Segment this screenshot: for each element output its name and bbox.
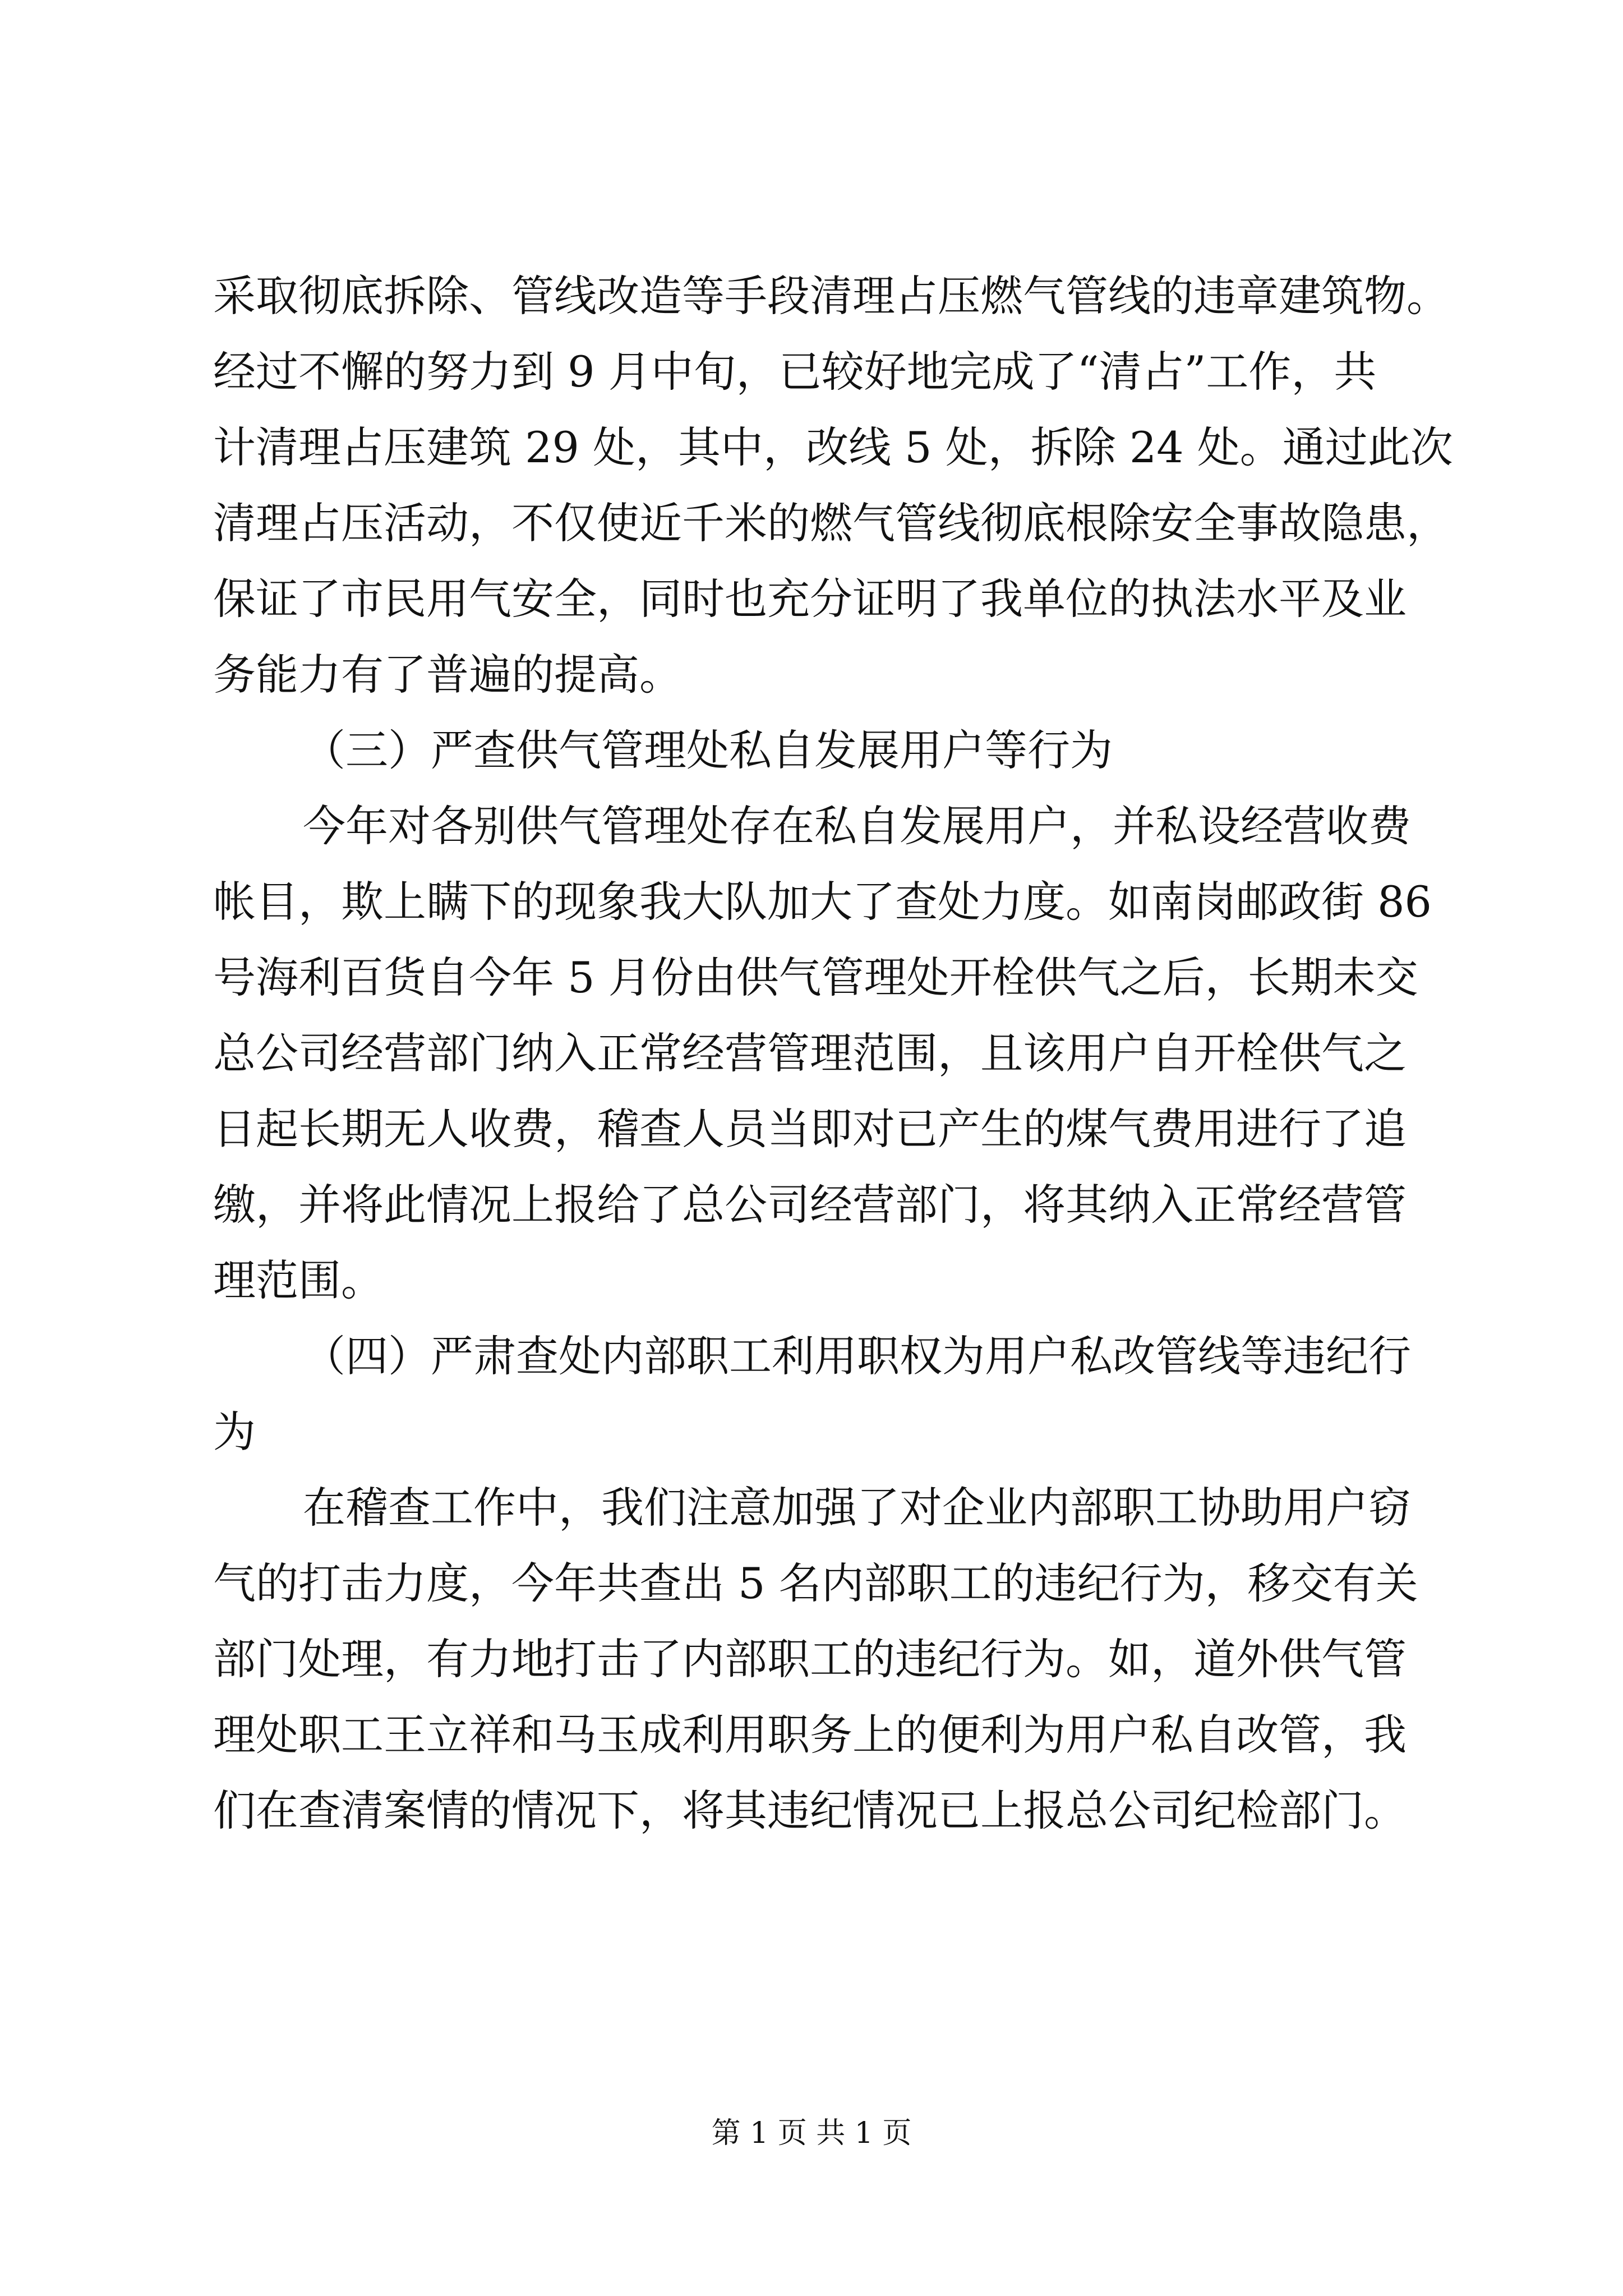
text-line: 经过不懈的努力到 9 月中旬，已较好地完成了“清占”工作，共 xyxy=(213,347,1377,397)
text-line: 部门处理，有力地打击了内部职工的违纪行为。如，道外供气管 xyxy=(213,1634,1407,1684)
text-line: 日起长期无人收费，稽查人员当即对已产生的煤气费用进行了追 xyxy=(213,1104,1407,1154)
text-line: 计清理占压建筑 29 处，其中，改线 5 处，拆除 24 处。通过此次 xyxy=(213,422,1453,472)
text-line: 总公司经营部门纳入正常经营管理范围，且该用户自开栓供气之 xyxy=(213,1028,1407,1078)
text-line: 在稽查工作中，我们注意加强了对企业内部职工协助用户窃 xyxy=(303,1483,1411,1533)
text-line: 气的打击力度，今年共查出 5 名内部职工的违纪行为，移交有关 xyxy=(213,1558,1418,1608)
text-line: 保证了市民用气安全，同时也充分证明了我单位的执法水平及业 xyxy=(213,574,1407,624)
text-line: 理处职工王立祥和马玉成利用职务上的便利为用户私自改管，我 xyxy=(213,1710,1407,1760)
text-line: 理范围。 xyxy=(213,1255,384,1305)
text-line: 们在查清案情的情况下，将其违纪情况已上报总公司纪检部门。 xyxy=(213,1786,1407,1835)
text-line: 号海利百货自今年 5 月份由供气管理处开栓供气之后，长期未交 xyxy=(213,953,1418,1002)
section-heading-continuation: 为 xyxy=(213,1407,256,1457)
text-line: 务能力有了普遍的提高。 xyxy=(213,650,682,700)
text-line: 帐目，欺上瞒下的现象我大队加大了查处力度。如南岗邮政街 86 xyxy=(213,877,1432,927)
document-body xyxy=(213,258,1453,1848)
text-line: 采取彻底拆除、管线改造等手段清理占压燃气管线的违章建筑物。 xyxy=(213,271,1449,321)
text-line: 缴，并将此情况上报给了总公司经营部门，将其纳入正常经营管 xyxy=(213,1180,1407,1230)
text-line: 清理占压活动，不仅使近千米的燃气管线彻底根除安全事故隐患， xyxy=(213,498,1449,548)
section-heading: （四）严肃查处内部职工利用职权为用户私改管线等违纪行 xyxy=(303,1331,1411,1381)
section-heading: （三）严查供气管理处私自发展用户等行为 xyxy=(303,725,1113,775)
text-line: 今年对各别供气管理处存在私自发展用户，并私设经营收费 xyxy=(303,801,1411,851)
page-footer: 第 1 页 共 1 页 xyxy=(711,2116,912,2150)
